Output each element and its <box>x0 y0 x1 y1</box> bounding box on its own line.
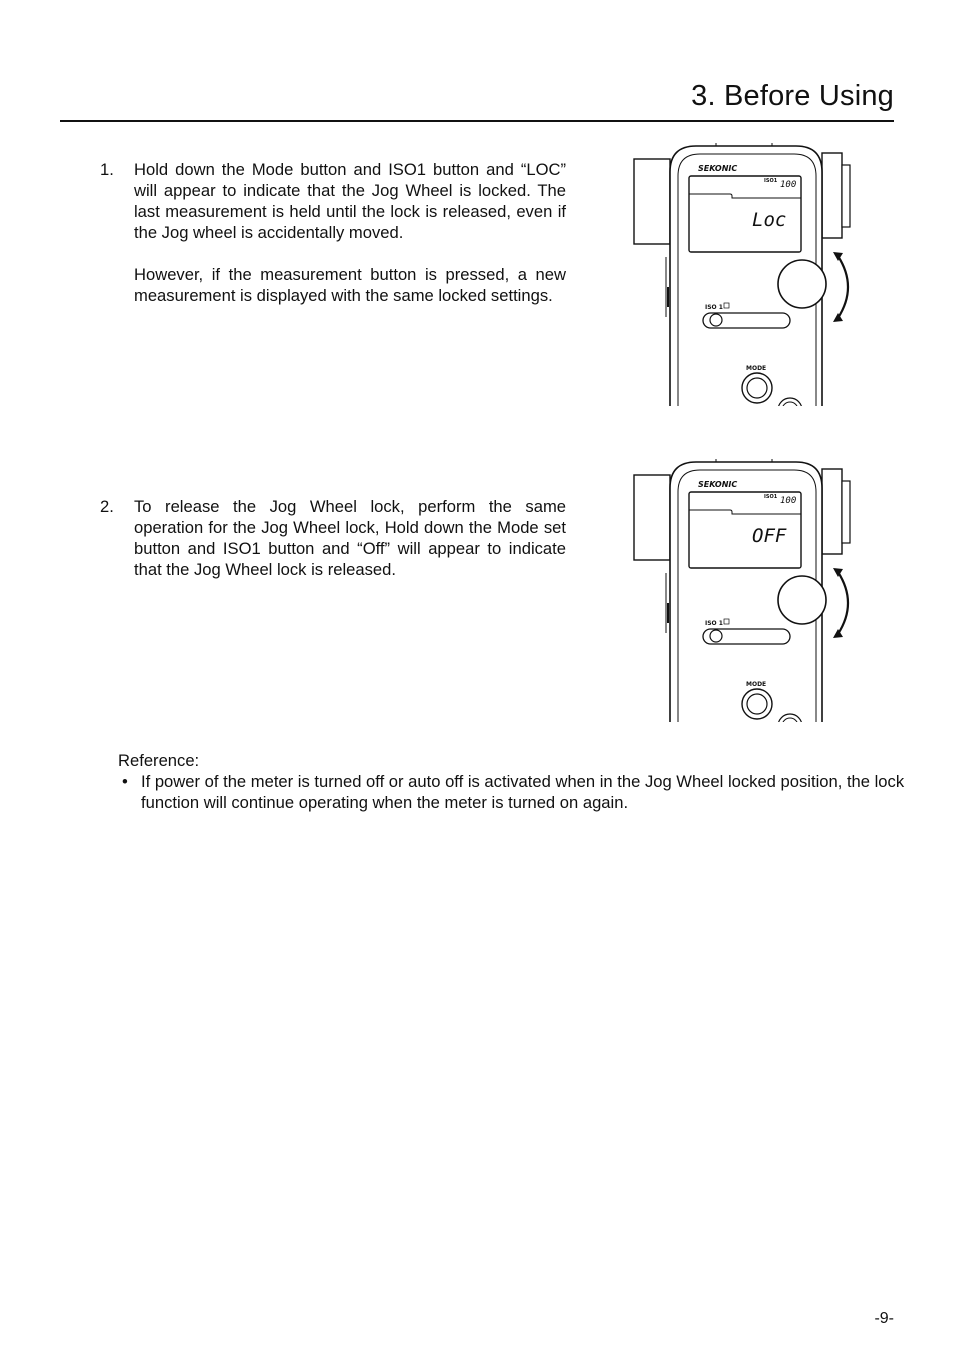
title-rule <box>60 120 894 122</box>
bullet-icon: • <box>122 772 128 791</box>
lcd-iso-label: ISO1 <box>764 494 778 500</box>
iso-button-label: ISO 1 <box>705 304 723 311</box>
lcd-readout: OFF <box>752 525 787 547</box>
iso-button-label: ISO 1 <box>705 620 723 627</box>
reference-section <box>118 750 908 813</box>
step-number: 1. <box>100 160 114 179</box>
step-1 <box>100 159 566 306</box>
step-paragraph: Hold down the Mode button and ISO1 button and “LOC” will appear to indicate that the Jog Wheel is locked. The last measurement is held until the lock is released, even if the Jog wheel is accidentally moved. <box>134 160 566 242</box>
page-title: 3. Before Using <box>691 80 894 112</box>
mode-button-label: MODE <box>746 365 767 372</box>
step-paragraph: However, if the measurement button is pressed, a new measurement is displayed with the same locked settings. <box>134 265 566 305</box>
lcd-iso-label: ISO1 <box>764 178 778 184</box>
lcd-iso-value: 100 <box>780 180 797 190</box>
reference-heading: Reference: <box>118 751 200 770</box>
light-meter-illustration-lock <box>632 142 858 406</box>
step-paragraph: To release the Jog Wheel lock, perform the same operation for the Jog Wheel lock, Hold down the Mode set button and ISO1 button and “Off” will appear to indicate that the Jog Wheel lock is released. <box>134 497 566 579</box>
mode-button-label: MODE <box>746 681 767 688</box>
reference-text: If power of the meter is turned off or auto off is activated when in the Jog Wheel locked position, the lock function will continue operating when the meter is turned on again. <box>141 772 905 812</box>
lcd-iso-value: 100 <box>780 496 797 506</box>
brand-label: SEKONIC <box>698 164 738 173</box>
step-2 <box>100 496 566 580</box>
lcd-readout: Loc <box>752 209 787 231</box>
step-number: 2. <box>100 497 114 516</box>
reference-item <box>118 771 908 813</box>
light-meter-illustration-unlock <box>632 458 858 722</box>
brand-label: SEKONIC <box>698 480 738 489</box>
page-number: -9- <box>874 1310 894 1327</box>
